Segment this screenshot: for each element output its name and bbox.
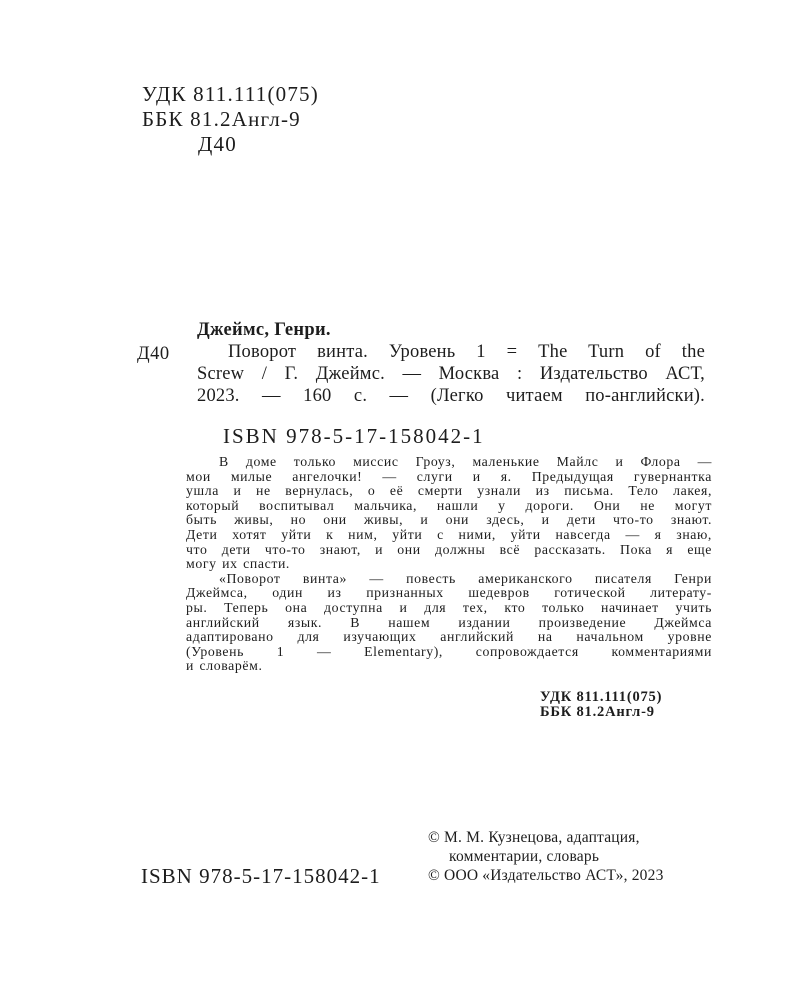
udk-footer: УДК 811.111(075)	[540, 689, 663, 705]
bibliographic-description	[197, 341, 705, 407]
isbn-top: ISBN 978-5-17-158042-1	[223, 424, 485, 448]
annotation-paragraph-edition	[186, 572, 712, 674]
text-line: ры. Теперь она доступна и для тех, кто только начинает учить	[186, 599, 712, 615]
text-line: В доме только миссис Гроуз, маленькие Майлс и Флора —	[219, 454, 712, 469]
text-line: (Уровень 1 — Elementary), сопровождается комментариями	[186, 643, 712, 659]
text-line: Джеймса, один из признанных шедевров готической литерату-	[186, 585, 712, 601]
bbk-code: ББК 81.2Англ-9	[142, 107, 301, 131]
text-line: быть живы, но они живы, и они здесь, и дети что-то знают.	[186, 512, 712, 528]
copyright-block	[428, 828, 664, 886]
text-line: 2023. — 160 с. — (Легко читаем по-английски).	[197, 386, 705, 406]
text-line: который воспитывал мальчика, нашли у дороги. Они не могут	[186, 497, 712, 513]
text-line: английский язык. В нашем издании произведение Джеймса	[186, 614, 712, 630]
text-line: Дети хотят уйти к ним, уйти с ними, уйти навсегда — я знаю,	[186, 526, 712, 542]
text-line: Screw / Г. Джеймс. — Москва : Издательство АСТ,	[197, 364, 705, 384]
text-line: могу их спасти.	[186, 556, 290, 572]
copyright-publisher: © ООО «Издательство АСТ», 2023	[428, 867, 664, 885]
text-line: Поворот винта. Уровень 1 = The Turn of the	[228, 342, 705, 362]
text-line: ушла и не вернулась, о её смерти узнали из письма. Тело лакея,	[186, 483, 712, 499]
catalog-card-code: Д40	[137, 344, 170, 364]
bbk-footer: ББК 81.2Англ-9	[540, 704, 655, 720]
copyright-adaptation-continuation: комментарии, словарь	[449, 848, 600, 866]
annotation-paragraph-plot	[186, 455, 712, 572]
author-heading: Джеймс, Генри.	[197, 320, 331, 340]
text-line: адаптировано для изучающих английский на начальном уровне	[186, 629, 712, 645]
copyright-adaptation: © М. М. Кузнецова, адаптация,	[428, 829, 640, 846]
classification-footer	[540, 690, 662, 720]
text-line: мои милые ангелочки! — слуги и я. Предыдущая гувернантка	[186, 468, 712, 484]
text-line: что дети что-то знают, и они должны всё рассказать. Пока я еще	[186, 541, 712, 557]
text-line: «Поворот винта» — повесть американского писателя Генри	[219, 570, 712, 586]
classification-header	[142, 82, 319, 157]
catalog-card	[197, 319, 705, 407]
udk-code: УДК 811.111(075)	[142, 82, 319, 106]
author-sign-code: Д40	[198, 132, 237, 156]
isbn-bottom: ISBN 978-5-17-158042-1	[141, 864, 381, 888]
text-line: и словарём.	[186, 658, 263, 674]
annotation-block	[186, 455, 712, 674]
